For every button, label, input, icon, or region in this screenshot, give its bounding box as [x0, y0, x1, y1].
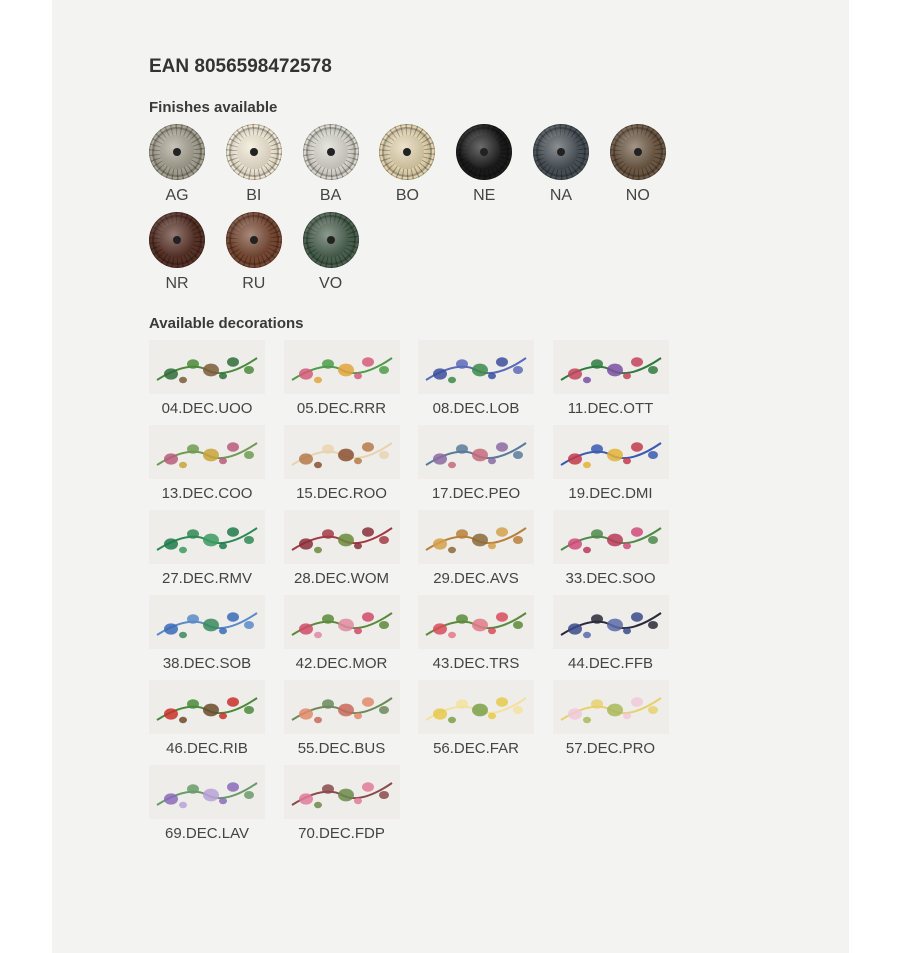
- decoration-petal: [513, 621, 523, 629]
- decoration-motif-icon: [284, 595, 400, 649]
- decoration-petal: [164, 453, 178, 464]
- decoration-swatch-image: [418, 510, 534, 564]
- finish-item-bi[interactable]: [224, 124, 284, 205]
- decoration-petal: [496, 442, 508, 452]
- decoration-petal: [362, 697, 374, 707]
- finish-label: NA: [549, 187, 573, 204]
- decoration-petal: [488, 543, 496, 549]
- decoration-petal: [322, 699, 334, 709]
- decoration-swatch-image: [149, 425, 265, 479]
- decoration-petal: [472, 449, 488, 462]
- decoration-label: 11.DEC.OTT: [567, 400, 654, 417]
- decoration-swatch-image: [418, 595, 534, 649]
- decoration-swatch-image: [553, 595, 669, 649]
- decoration-petal: [187, 699, 199, 709]
- finish-item-vo[interactable]: [301, 212, 361, 293]
- decoration-petal: [448, 717, 456, 723]
- decoration-item-27-dec-rmv[interactable]: [149, 510, 265, 587]
- decoration-petal: [164, 708, 178, 719]
- decoration-petal: [362, 442, 374, 452]
- decoration-item-17-dec-peo[interactable]: [418, 425, 534, 502]
- decoration-petal: [314, 462, 322, 468]
- decoration-petal: [338, 619, 354, 632]
- decoration-petal: [379, 451, 389, 459]
- decoration-petal: [219, 628, 227, 634]
- decoration-petal: [591, 529, 603, 539]
- decoration-petal: [314, 547, 322, 553]
- decoration-petal: [433, 453, 447, 464]
- decoration-swatch-image: [553, 510, 669, 564]
- decoration-petal: [299, 453, 313, 464]
- finish-label: RU: [242, 275, 266, 292]
- finish-knob-center: [390, 135, 424, 169]
- decoration-petal: [338, 534, 354, 547]
- decoration-petal: [379, 366, 389, 374]
- decoration-petal: [203, 704, 219, 717]
- finish-item-na[interactable]: [531, 124, 591, 205]
- finish-knob-icon: [456, 124, 512, 180]
- finish-knob-icon: [379, 124, 435, 180]
- decoration-motif-icon: [149, 680, 265, 734]
- decoration-label: 42.DEC.MOR: [295, 655, 388, 672]
- decoration-petal: [513, 706, 523, 714]
- finish-knob-center: [621, 135, 655, 169]
- decoration-petal: [354, 543, 362, 549]
- decoration-petal: [379, 621, 389, 629]
- decoration-petal: [299, 623, 313, 634]
- finish-knob-icon: [149, 212, 205, 268]
- decoration-petal: [354, 713, 362, 719]
- decoration-motif-icon: [553, 595, 669, 649]
- decoration-petal: [179, 632, 187, 638]
- decoration-label: 15.DEC.ROO: [296, 485, 387, 502]
- decoration-petal: [299, 538, 313, 549]
- decoration-petal: [488, 373, 496, 379]
- decoration-item-44-dec-ffb[interactable]: [553, 595, 669, 672]
- decoration-petal: [219, 798, 227, 804]
- decoration-item-57-dec-pro[interactable]: [553, 680, 669, 757]
- decoration-petal: [472, 619, 488, 632]
- decoration-motif-icon: [418, 425, 534, 479]
- decoration-petal: [607, 364, 623, 377]
- decoration-label: 55.DEC.BUS: [297, 740, 386, 757]
- decoration-petal: [164, 368, 178, 379]
- decoration-petal: [648, 366, 658, 374]
- decoration-label: 46.DEC.RIB: [166, 740, 248, 757]
- decoration-swatch-image: [553, 340, 669, 394]
- decoration-petal: [568, 368, 582, 379]
- decoration-petal: [456, 444, 468, 454]
- decoration-petal: [219, 373, 227, 379]
- decoration-item-43-dec-trs[interactable]: [418, 595, 534, 672]
- decoration-petal: [607, 619, 623, 632]
- decoration-petal: [433, 708, 447, 719]
- decoration-motif-icon: [553, 680, 669, 734]
- decoration-petal: [362, 357, 374, 367]
- decoration-petal: [187, 529, 199, 539]
- finish-knob-icon: [610, 124, 666, 180]
- decoration-petal: [583, 632, 591, 638]
- finish-item-ba[interactable]: [301, 124, 361, 205]
- decoration-petal: [322, 359, 334, 369]
- decoration-swatch-image: [149, 765, 265, 819]
- decoration-petal: [187, 614, 199, 624]
- decoration-item-29-dec-avs[interactable]: [418, 510, 534, 587]
- decoration-swatch-image: [418, 340, 534, 394]
- decoration-petal: [433, 368, 447, 379]
- decoration-petal: [496, 357, 508, 367]
- decoration-petal: [496, 612, 508, 622]
- decoration-petal: [496, 697, 508, 707]
- decoration-motif-icon: [418, 595, 534, 649]
- decoration-petal: [227, 697, 239, 707]
- decoration-item-11-dec-ott[interactable]: [553, 340, 669, 417]
- finish-label: BO: [395, 187, 419, 204]
- decoration-petal: [648, 621, 658, 629]
- decoration-item-15-dec-roo[interactable]: [284, 425, 400, 502]
- finish-knob-center: [160, 223, 194, 257]
- decoration-petal: [314, 377, 322, 383]
- finish-item-no[interactable]: [608, 124, 668, 205]
- decoration-petal: [456, 359, 468, 369]
- finish-knob-center: [237, 135, 271, 169]
- decoration-petal: [354, 458, 362, 464]
- decoration-label: 17.DEC.PEO: [431, 485, 521, 502]
- decoration-petal: [583, 377, 591, 383]
- finish-label: BA: [319, 187, 342, 204]
- decoration-swatch-image: [418, 680, 534, 734]
- decoration-petal: [164, 623, 178, 634]
- decoration-petal: [648, 706, 658, 714]
- finishes-heading: Finishes available: [149, 99, 278, 116]
- decoration-petal: [607, 704, 623, 717]
- decorations-heading: Available decorations: [149, 315, 304, 332]
- decoration-petal: [244, 706, 254, 714]
- decoration-petal: [179, 802, 187, 808]
- decoration-petal: [299, 708, 313, 719]
- decoration-label: 38.DEC.SOB: [162, 655, 252, 672]
- decoration-petal: [203, 619, 219, 632]
- decoration-item-33-dec-soo[interactable]: [553, 510, 669, 587]
- decoration-petal: [456, 529, 468, 539]
- decoration-motif-icon: [418, 680, 534, 734]
- decoration-petal: [583, 717, 591, 723]
- decoration-swatch-image: [149, 510, 265, 564]
- decoration-item-19-dec-dmi[interactable]: [553, 425, 669, 502]
- decoration-petal: [227, 527, 239, 537]
- finish-item-ag[interactable]: [147, 124, 207, 205]
- finish-knob-center: [314, 135, 348, 169]
- finish-label: AG: [165, 187, 189, 204]
- decoration-label: 43.DEC.TRS: [432, 655, 520, 672]
- decoration-label: 56.DEC.FAR: [433, 740, 519, 757]
- ean-code: EAN 8056598472578: [149, 56, 332, 77]
- decoration-label: 13.DEC.COO: [161, 485, 253, 502]
- decoration-swatch-image: [149, 340, 265, 394]
- decoration-petal: [179, 377, 187, 383]
- decoration-petal: [591, 614, 603, 624]
- decoration-petal: [244, 536, 254, 544]
- decoration-petal: [203, 364, 219, 377]
- decoration-petal: [472, 364, 488, 377]
- decoration-petal: [244, 791, 254, 799]
- decoration-swatch-image: [284, 765, 400, 819]
- decoration-swatch-image: [553, 680, 669, 734]
- finish-label: NR: [165, 275, 189, 292]
- decoration-label: 08.DEC.LOB: [432, 400, 520, 417]
- decoration-petal: [314, 802, 322, 808]
- decoration-petal: [164, 538, 178, 549]
- decoration-petal: [219, 458, 227, 464]
- decoration-label: 04.DEC.UOO: [161, 400, 253, 417]
- decoration-petal: [322, 784, 334, 794]
- decoration-motif-icon: [284, 680, 400, 734]
- finish-label: NO: [625, 187, 650, 204]
- decoration-petal: [607, 534, 623, 547]
- decoration-petal: [299, 368, 313, 379]
- finish-label: NE: [473, 187, 496, 204]
- decoration-label: 29.DEC.AVS: [433, 570, 519, 587]
- decoration-petal: [623, 628, 631, 634]
- decoration-petal: [187, 444, 199, 454]
- decoration-petal: [179, 462, 187, 468]
- decoration-petal: [568, 538, 582, 549]
- decoration-petal: [227, 612, 239, 622]
- decoration-item-05-dec-rrr[interactable]: [284, 340, 400, 417]
- finish-label: BI: [246, 187, 262, 204]
- decoration-petal: [591, 359, 603, 369]
- decoration-motif-icon: [284, 510, 400, 564]
- decoration-petal: [433, 623, 447, 634]
- finish-knob-center: [237, 223, 271, 257]
- decoration-petal: [631, 527, 643, 537]
- decoration-petal: [631, 697, 643, 707]
- decoration-item-70-dec-fdp[interactable]: [284, 765, 400, 842]
- decoration-label: 19.DEC.DMI: [568, 485, 653, 502]
- finish-knob-icon: [303, 124, 359, 180]
- finish-knob-center: [544, 135, 578, 169]
- decoration-swatch-image: [149, 680, 265, 734]
- decoration-label: 27.DEC.RMV: [161, 570, 253, 587]
- finish-knob-center: [467, 135, 501, 169]
- decoration-petal: [338, 364, 354, 377]
- decoration-petal: [362, 527, 374, 537]
- decoration-label: 44.DEC.FFB: [567, 655, 654, 672]
- decoration-motif-icon: [284, 425, 400, 479]
- decoration-petal: [648, 451, 658, 459]
- decoration-petal: [583, 547, 591, 553]
- decoration-petal: [338, 789, 354, 802]
- decoration-petal: [187, 359, 199, 369]
- decoration-petal: [568, 708, 582, 719]
- decoration-petal: [379, 791, 389, 799]
- decoration-item-04-dec-uoo[interactable]: [149, 340, 265, 417]
- decoration-petal: [179, 547, 187, 553]
- decoration-petal: [456, 614, 468, 624]
- finish-knob-icon: [226, 212, 282, 268]
- decoration-petal: [354, 798, 362, 804]
- decoration-motif-icon: [553, 340, 669, 394]
- decoration-petal: [219, 543, 227, 549]
- decoration-petal: [472, 704, 488, 717]
- decoration-motif-icon: [149, 595, 265, 649]
- finish-label: VO: [319, 275, 343, 292]
- decoration-label: 28.DEC.WOM: [293, 570, 389, 587]
- decoration-petal: [379, 706, 389, 714]
- decoration-motif-icon: [149, 510, 265, 564]
- decoration-petal: [379, 536, 389, 544]
- decoration-label: 57.DEC.PRO: [565, 740, 656, 757]
- finish-item-bo[interactable]: [377, 124, 437, 205]
- decoration-petal: [488, 713, 496, 719]
- decoration-petal: [314, 632, 322, 638]
- decoration-petal: [448, 377, 456, 383]
- decoration-petal: [354, 628, 362, 634]
- decoration-petal: [164, 793, 178, 804]
- decoration-swatch-image: [284, 510, 400, 564]
- decoration-petal: [227, 782, 239, 792]
- decoration-petal: [354, 373, 362, 379]
- decoration-swatch-image: [284, 425, 400, 479]
- decoration-petal: [591, 699, 603, 709]
- decoration-motif-icon: [284, 765, 400, 819]
- decoration-petal: [362, 782, 374, 792]
- decoration-petal: [623, 543, 631, 549]
- finish-knob-icon: [226, 124, 282, 180]
- decoration-petal: [456, 699, 468, 709]
- decoration-petal: [362, 612, 374, 622]
- finish-knob-center: [160, 135, 194, 169]
- decoration-swatch-image: [284, 595, 400, 649]
- decoration-petal: [623, 373, 631, 379]
- decoration-petal: [338, 449, 354, 462]
- finish-knob-center: [314, 223, 348, 257]
- decoration-petal: [488, 458, 496, 464]
- decoration-item-28-dec-wom[interactable]: [284, 510, 400, 587]
- decoration-petal: [244, 366, 254, 374]
- finish-item-ne[interactable]: [454, 124, 514, 205]
- finish-knob-icon: [533, 124, 589, 180]
- decoration-motif-icon: [149, 425, 265, 479]
- decoration-petal: [314, 717, 322, 723]
- decoration-petal: [648, 536, 658, 544]
- decoration-petal: [433, 538, 447, 549]
- decoration-petal: [631, 442, 643, 452]
- decoration-label: 05.DEC.RRR: [296, 400, 387, 417]
- decoration-swatch-image: [149, 595, 265, 649]
- decoration-petal: [219, 713, 227, 719]
- decoration-petal: [568, 453, 582, 464]
- decoration-petal: [322, 444, 334, 454]
- decoration-item-55-dec-bus[interactable]: [284, 680, 400, 757]
- finish-item-ru[interactable]: [224, 212, 284, 293]
- decoration-petal: [488, 628, 496, 634]
- decoration-item-46-dec-rib[interactable]: [149, 680, 265, 757]
- decoration-petal: [448, 632, 456, 638]
- decoration-item-56-dec-far[interactable]: [418, 680, 534, 757]
- decoration-petal: [623, 458, 631, 464]
- decoration-petal: [227, 357, 239, 367]
- decoration-petal: [631, 612, 643, 622]
- decoration-petal: [513, 451, 523, 459]
- decoration-petal: [583, 462, 591, 468]
- decoration-petal: [496, 527, 508, 537]
- decoration-petal: [631, 357, 643, 367]
- decoration-motif-icon: [553, 425, 669, 479]
- decoration-petal: [513, 366, 523, 374]
- decoration-swatch-image: [553, 425, 669, 479]
- decoration-item-13-dec-coo[interactable]: [149, 425, 265, 502]
- decoration-petal: [244, 451, 254, 459]
- decoration-motif-icon: [418, 340, 534, 394]
- decoration-petal: [203, 449, 219, 462]
- decoration-label: 70.DEC.FDP: [298, 825, 385, 842]
- decoration-petal: [472, 534, 488, 547]
- decoration-motif-icon: [418, 510, 534, 564]
- decoration-petal: [568, 623, 582, 634]
- decoration-petal: [299, 793, 313, 804]
- decoration-petal: [623, 713, 631, 719]
- decoration-item-69-dec-lav[interactable]: [149, 765, 265, 842]
- decoration-petal: [448, 462, 456, 468]
- decoration-petal: [187, 784, 199, 794]
- decoration-petal: [203, 789, 219, 802]
- decoration-petal: [179, 717, 187, 723]
- decoration-motif-icon: [149, 765, 265, 819]
- decoration-swatch-image: [284, 340, 400, 394]
- decoration-petal: [607, 449, 623, 462]
- decoration-petal: [322, 614, 334, 624]
- decoration-motif-icon: [553, 510, 669, 564]
- decoration-petal: [513, 536, 523, 544]
- decoration-label: 69.DEC.LAV: [165, 825, 249, 842]
- decoration-petal: [203, 534, 219, 547]
- decoration-petal: [322, 529, 334, 539]
- decoration-item-42-dec-mor[interactable]: [284, 595, 400, 672]
- decoration-swatch-image: [418, 425, 534, 479]
- decoration-motif-icon: [284, 340, 400, 394]
- decoration-item-38-dec-sob[interactable]: [149, 595, 265, 672]
- finish-knob-icon: [149, 124, 205, 180]
- decoration-item-08-dec-lob[interactable]: [418, 340, 534, 417]
- finish-knob-icon: [303, 212, 359, 268]
- decoration-petal: [338, 704, 354, 717]
- decoration-petal: [591, 444, 603, 454]
- decoration-petal: [244, 621, 254, 629]
- decoration-petal: [448, 547, 456, 553]
- decoration-motif-icon: [149, 340, 265, 394]
- finish-item-nr[interactable]: [147, 212, 207, 293]
- decoration-petal: [227, 442, 239, 452]
- decoration-label: 33.DEC.SOO: [565, 570, 656, 587]
- decoration-swatch-image: [284, 680, 400, 734]
